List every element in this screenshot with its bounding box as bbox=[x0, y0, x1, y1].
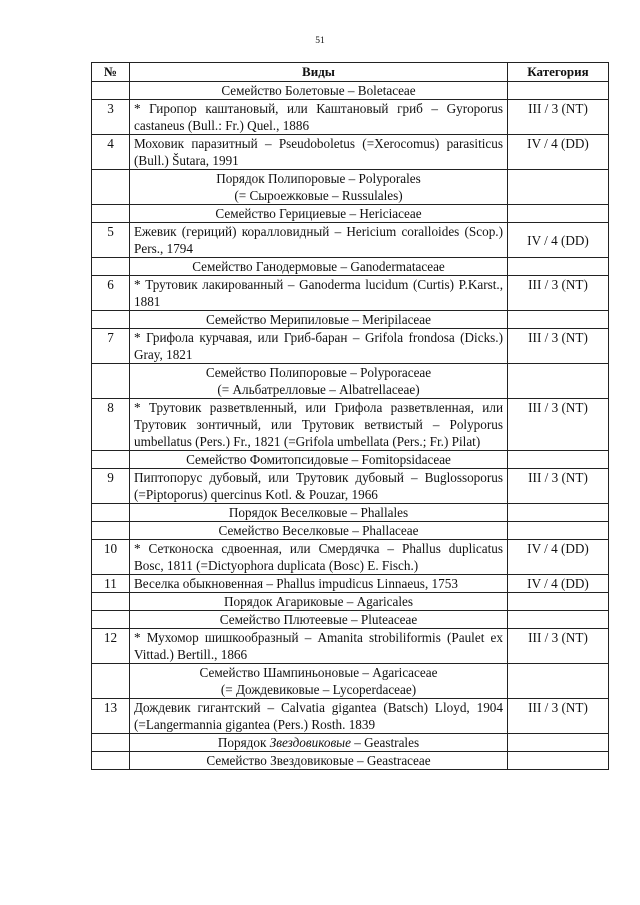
empty-cell bbox=[508, 611, 609, 629]
conservation-category: III / 3 (NT) bbox=[508, 100, 609, 135]
taxon-group-heading bbox=[130, 734, 508, 752]
species-number: 8 bbox=[92, 399, 130, 451]
empty-cell bbox=[92, 205, 130, 223]
species-name bbox=[130, 100, 508, 135]
conservation-category: III / 3 (NT) bbox=[508, 399, 609, 451]
taxon-group-heading bbox=[130, 205, 508, 223]
species-name bbox=[130, 223, 508, 258]
species-row bbox=[92, 699, 609, 734]
conservation-category: IV / 4 (DD) bbox=[508, 575, 609, 593]
conservation-category: III / 3 (NT) bbox=[508, 469, 609, 504]
taxon-group-line: Семейство Герициевые – Hericiaceae bbox=[215, 206, 422, 221]
empty-cell bbox=[508, 82, 609, 100]
taxon-group-line: (= Дождевиковые – Lycoperdaceae) bbox=[220, 682, 417, 697]
species-name bbox=[130, 399, 508, 451]
taxon-group-heading bbox=[130, 170, 508, 205]
page-number: 51 bbox=[315, 36, 325, 46]
empty-cell bbox=[92, 82, 130, 100]
empty-cell bbox=[508, 664, 609, 699]
empty-cell bbox=[508, 258, 609, 276]
species-number: 6 bbox=[92, 276, 130, 311]
taxon-group-heading bbox=[130, 752, 508, 770]
species-name-text: * Сетконоска сдвоенная, или Смердячка – Phallus duplicatus Bosc, 1811 (=Dictyophora duplicata (Bosc) E. Fisch.) bbox=[134, 541, 503, 573]
species-number: 3 bbox=[92, 100, 130, 135]
species-row bbox=[92, 399, 609, 451]
column-header-species: Виды bbox=[130, 63, 508, 82]
species-number: 13 bbox=[92, 699, 130, 734]
species-number: 7 bbox=[92, 329, 130, 364]
taxon-group-line: (= Альбатрелловые – Albatrellaceae) bbox=[217, 382, 420, 397]
taxon-group-line: Семейство Мерипиловые – Meripilaceae bbox=[205, 312, 431, 327]
species-name bbox=[130, 575, 508, 593]
taxon-group-line: Семейство Фомитопсидовые – Fomitopsidaceae bbox=[186, 452, 451, 467]
empty-cell bbox=[508, 170, 609, 205]
empty-cell bbox=[508, 311, 609, 329]
conservation-category: III / 3 (NT) bbox=[508, 329, 609, 364]
empty-cell bbox=[92, 504, 130, 522]
species-number: 10 bbox=[92, 540, 130, 575]
species-number: 11 bbox=[92, 575, 130, 593]
species-row bbox=[92, 575, 609, 593]
empty-cell bbox=[508, 451, 609, 469]
species-row bbox=[92, 135, 609, 170]
column-header-number: № bbox=[92, 63, 130, 82]
taxon-group-line: Порядок Полипоровые – Polyporales bbox=[216, 171, 421, 186]
taxon-group-row bbox=[92, 593, 609, 611]
taxon-group-line: Семейство Полипоровые – Polyporaceae bbox=[205, 365, 432, 380]
species-name bbox=[130, 469, 508, 504]
species-name-text: * Грифола курчавая, или Гриб-баран – Grifola frondosa (Dicks.) Gray, 1821 bbox=[134, 330, 503, 362]
empty-cell bbox=[92, 752, 130, 770]
species-name-text: Пиптопорус дубовый, или Трутовик дубовый – Buglossoporus (=Piptoporus) quercinus Kotl. & Pouzar, 1966 bbox=[134, 470, 503, 502]
empty-cell bbox=[92, 258, 130, 276]
taxon-group-line: Семейство Звездовиковые – Geastraceae bbox=[206, 753, 431, 768]
taxon-group-heading bbox=[130, 258, 508, 276]
taxon-group-row bbox=[92, 82, 609, 100]
species-name bbox=[130, 699, 508, 734]
species-row bbox=[92, 276, 609, 311]
taxon-group-row bbox=[92, 451, 609, 469]
taxon-group-line: (= Сыроежковые – Russulales) bbox=[234, 188, 403, 203]
species-table bbox=[91, 62, 609, 770]
taxon-group-row bbox=[92, 611, 609, 629]
table-header-row bbox=[92, 63, 609, 82]
conservation-category: IV / 4 (DD) bbox=[508, 135, 609, 170]
taxon-group-heading bbox=[130, 82, 508, 100]
empty-cell bbox=[92, 611, 130, 629]
empty-cell bbox=[508, 593, 609, 611]
taxon-group-heading bbox=[130, 522, 508, 540]
species-number: 9 bbox=[92, 469, 130, 504]
empty-cell bbox=[508, 752, 609, 770]
conservation-category: III / 3 (NT) bbox=[508, 629, 609, 664]
taxon-group-row bbox=[92, 364, 609, 399]
species-name-text: Дождевик гигантский – Calvatia gigantea (Batsch) Lloyd, 1904 (=Langermannia gigantea (Pers.) Rosth. 1839 bbox=[134, 700, 503, 732]
species-row bbox=[92, 629, 609, 664]
conservation-category: IV / 4 (DD) bbox=[508, 223, 609, 258]
empty-cell bbox=[508, 205, 609, 223]
species-name-text: Моховик паразитный – Pseudoboletus (=Xerocomus) parasiticus (Bull.) Šutara, 1991 bbox=[134, 136, 503, 168]
italic-word: Звездовиковые bbox=[269, 735, 351, 750]
species-number: 5 bbox=[92, 223, 130, 258]
species-name bbox=[130, 540, 508, 575]
taxon-group-row bbox=[92, 258, 609, 276]
taxon-group-line: Семейство Ганодермовые – Ganodermataceae bbox=[192, 259, 445, 274]
taxon-group-heading bbox=[130, 311, 508, 329]
empty-cell bbox=[92, 364, 130, 399]
species-row bbox=[92, 329, 609, 364]
taxon-group-row bbox=[92, 752, 609, 770]
species-name-text: Ежевик (гериций) коралловидный – Hericium coralloides (Scop.) Pers., 1794 bbox=[134, 224, 503, 256]
column-header-category: Категория bbox=[508, 63, 609, 82]
empty-cell bbox=[92, 664, 130, 699]
empty-cell bbox=[92, 311, 130, 329]
empty-cell bbox=[92, 522, 130, 540]
table-body bbox=[92, 82, 609, 770]
taxon-group-line: Семейство Шампиньоновые – Agaricaceae bbox=[199, 665, 438, 680]
taxon-group-line: Семейство Веселковые – Phallaceae bbox=[218, 523, 419, 538]
taxon-group-row bbox=[92, 522, 609, 540]
species-name bbox=[130, 135, 508, 170]
species-name bbox=[130, 329, 508, 364]
taxon-group-heading bbox=[130, 664, 508, 699]
empty-cell bbox=[508, 364, 609, 399]
taxon-group-row bbox=[92, 205, 609, 223]
empty-cell bbox=[92, 451, 130, 469]
species-name-text: * Трутовик лакированный – Ganoderma lucidum (Curtis) P.Karst., 1881 bbox=[134, 277, 503, 309]
species-name-text: * Гиропор каштановый, или Каштановый гриб – Gyroporus castaneus (Bull.: Fr.) Quel., 1886 bbox=[134, 101, 503, 133]
taxon-group-heading bbox=[130, 451, 508, 469]
conservation-category: IV / 4 (DD) bbox=[508, 540, 609, 575]
species-name bbox=[130, 276, 508, 311]
empty-cell bbox=[92, 170, 130, 205]
taxon-group-heading bbox=[130, 364, 508, 399]
taxon-group-row bbox=[92, 664, 609, 699]
species-name-text: * Мухомор шишкообразный – Amanita strobiliformis (Paulet ex Vittad.) Bertill., 1866 bbox=[134, 630, 503, 662]
taxon-group-line: Порядок Агариковые – Agaricales bbox=[223, 594, 414, 609]
empty-cell bbox=[92, 593, 130, 611]
conservation-category: III / 3 (NT) bbox=[508, 699, 609, 734]
taxon-group-heading bbox=[130, 593, 508, 611]
species-name bbox=[130, 629, 508, 664]
taxon-group-line: Порядок Веселковые – Phallales bbox=[228, 505, 409, 520]
empty-cell bbox=[508, 522, 609, 540]
species-row bbox=[92, 469, 609, 504]
species-name-text: Веселка обыкновенная – Phallus impudicus Linnaeus, 1753 bbox=[134, 576, 458, 591]
taxon-group-heading bbox=[130, 611, 508, 629]
species-number: 12 bbox=[92, 629, 130, 664]
conservation-category: III / 3 (NT) bbox=[508, 276, 609, 311]
taxon-group-row bbox=[92, 311, 609, 329]
taxon-group-line: Порядок Звездовиковые – Geastrales bbox=[217, 735, 420, 750]
taxon-group-row bbox=[92, 170, 609, 205]
empty-cell bbox=[508, 734, 609, 752]
taxon-group-row bbox=[92, 504, 609, 522]
species-row bbox=[92, 223, 609, 258]
taxon-group-line: Семейство Плютеевые – Pluteaceae bbox=[219, 612, 418, 627]
taxon-group-line: Семейство Болетовые – Boletaceae bbox=[221, 83, 416, 98]
species-name-text: * Трутовик разветвленный, или Грифола разветвленная, или Трутовик зонтичный, или Трутовик ветвистый – Polyporus umbellatus (Pers.) Fr., 1821 (=Grifola umbellata (Pers.; Fr.) Pilat) bbox=[134, 400, 503, 449]
species-number: 4 bbox=[92, 135, 130, 170]
empty-cell bbox=[92, 734, 130, 752]
taxon-group-row bbox=[92, 734, 609, 752]
species-row bbox=[92, 100, 609, 135]
empty-cell bbox=[508, 504, 609, 522]
species-row bbox=[92, 540, 609, 575]
taxon-group-heading bbox=[130, 504, 508, 522]
